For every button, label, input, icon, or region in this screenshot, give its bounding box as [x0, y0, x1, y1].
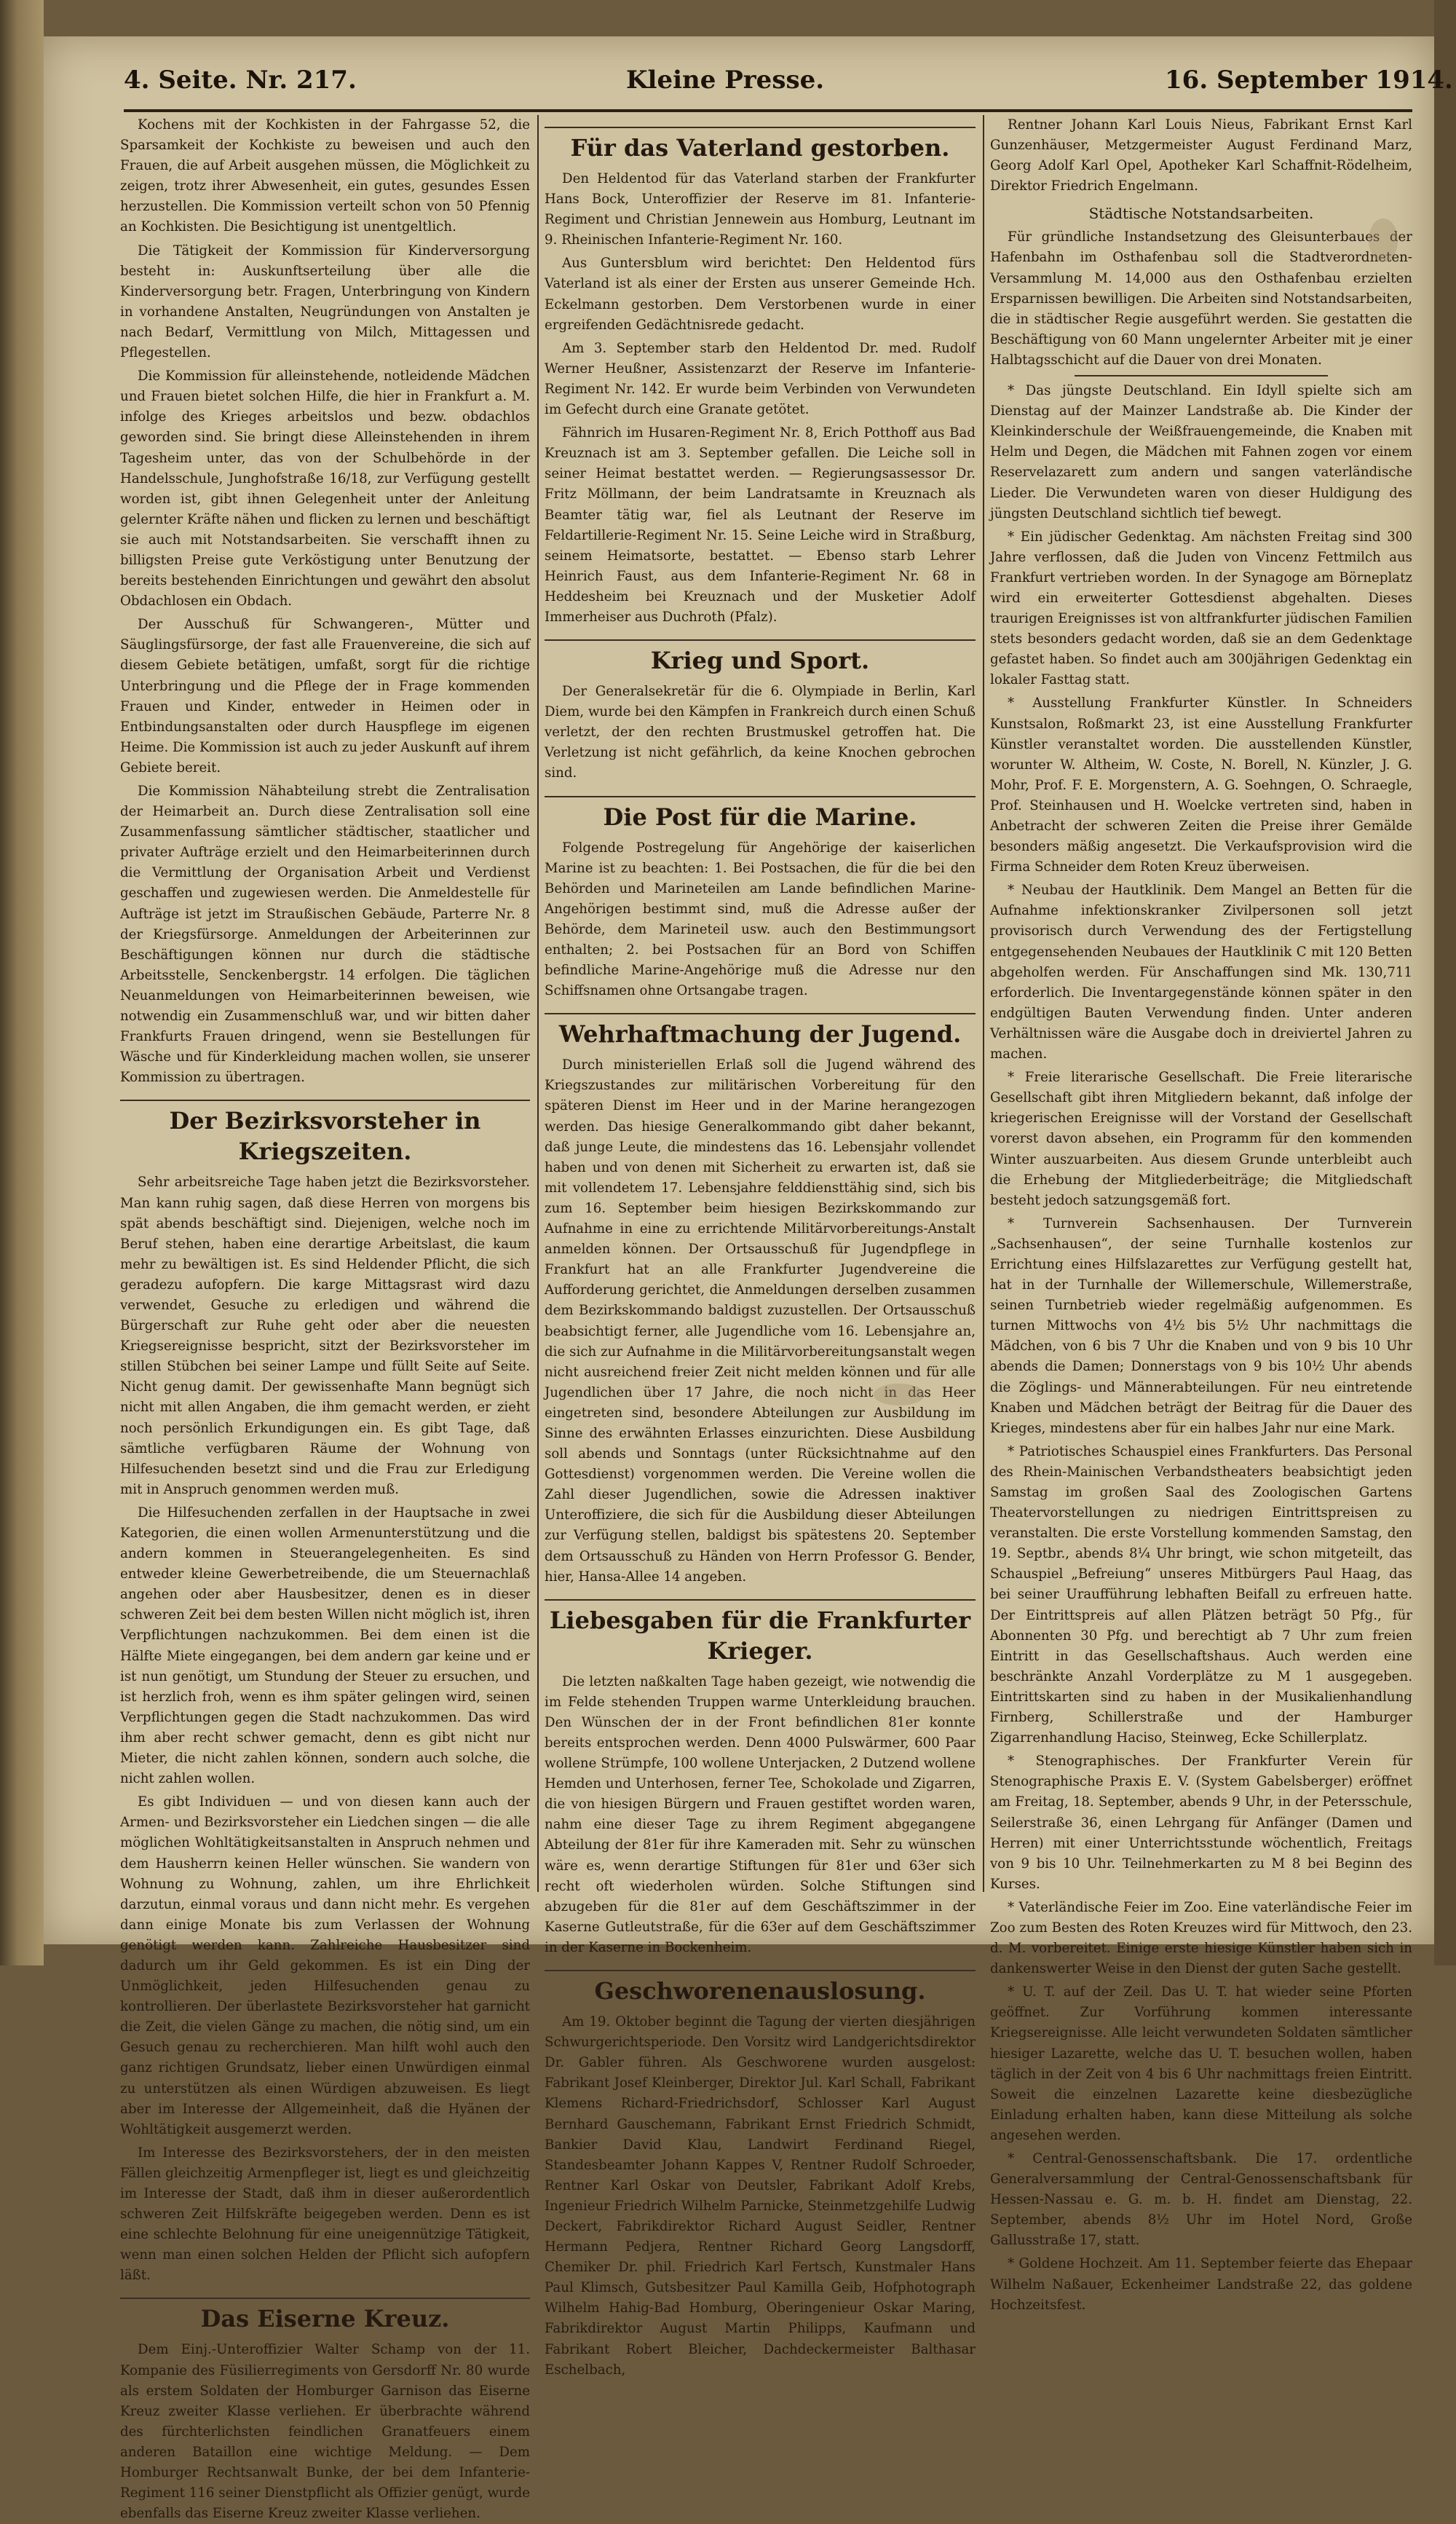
article-paragraph: * Central-Genossenschaftsbank. Die 17. ordentliche Generalversammlung der Central-Genossenschaftsbank für Hessen-Nassau e. G. m. b. H. findet am Dienstag, 22. September, abends 8½ Uhr im Hotel Nord, Große Gallusstraße 17, statt. [990, 2151, 1412, 2249]
article-paragraph: Für gründliche Instandsetzung des Gleisunterbaues der Hafenbahn im Osthafenbau soll die Stadtverordneten-Versammlung M. 14,000 aus den Osthafenbau erzielten Ersparnissen bewilligen. Die Arbeiten sind Notstandsarbeiten, die in städtischer Regie ausgeführt werden. Sie gestatten die Beschäftigung von 60 Mann ungelernter Arbeiter mit je einer Halbtagsschicht auf die Dauer von drei Monaten. [990, 229, 1412, 368]
article-paragraph: * Goldene Hochzeit. Am 11. September feierte das Ehepaar Wilhelm Naßauer, Eckenheimer Landstraße 22, das goldene Hochzeitsfest. [990, 2256, 1412, 2313]
article-paragraph: * Stenographisches. Der Frankfurter Verein für Stenographische Praxis E. V. (System Gabelsberger) eröffnet am Freitag, 18. September, abends 9 Uhr, in der Petersschule, Seilerstraße 36, einen Lehrgang für Anfänger (Damen und Herren) mit einer Unterrichtsstunde wöchentlich, Freitags von 9 bis 10 Uhr. Teilnehmerkarten zu M 8 bei Beginn des Kurses. [990, 1754, 1412, 1892]
column-3 [990, 115, 1412, 2313]
article-paragraph: Rentner Johann Karl Louis Nieus, Fabrikant Ernst Karl Gunzenhäuser, Metzgermeister August Ferdinand Marz, Georg Adolf Karl Opel, Apotheker Karl Schaffnit-Rödelheim, Direktor Friedrich Engelmann. [990, 117, 1412, 194]
article-paragraph: Am 3. September starb den Heldentod Dr. med. Rudolf Werner Heußner, Assistenzarzt der Reserve im Infanterie-Regiment Nr. 142. Er wurde beim Verbinden von Verwundeten im Gefecht durch eine Granate getötet. [545, 340, 976, 418]
column-rule-1 [537, 115, 539, 1892]
separator-rule [1075, 375, 1328, 376]
article-paragraph: Die Tätigkeit der Kommission für Kinderversorgung besteht in: Auskunftserteilung über alle die Kinderversorgung betr. Fragen, Unterbringung von Kindern in vorhandene Anstalten, Neugründungen von Anstalten je nach Bedarf, Vermittlung von Milch, Mittagessen und Pflegestellen. [120, 242, 530, 361]
article-paragraph: * U. T. auf der Zeil. Das U. T. hat wieder seine Pforten geöffnet. Zur Vorführung kommen interessante Kriegsereignisse. Alle leicht verwundeten Soldaten sämtlicher hiesiger Lazarette, welche das U. T. besuchen wollen, haben täglich in der Zeit von 4 bis 6 Uhr nachmittags freien Eintritt. Soweit die einzelnen Lazarette keine diesbezügliche Einladung erhalten haben, kann diese Mitteilung als solche angesehen werden. [990, 1984, 1412, 2143]
article-headline: Das Eiserne Kreuz. [120, 2298, 530, 2334]
column-2 [545, 115, 976, 2378]
article-paragraph: * Patriotisches Schauspiel eines Frankfurters. Das Personal des Rhein-Mainischen Verbandstheaters beabsichtigt jeden Samstag im großen Saal des Zoologischen Gartens Theatervorstellungen zu niedrigen Eintrittspreisen zu veranstalten. Die erste Vorstellung kommenden Samstag, den 19. Septbr., abends 8¼ Uhr bringt, wie schon mitgeteilt, das Schauspiel „Befreiung“ unseres Mitbürgers Paul Haag, das bei seiner Uraufführung lebhaften Beifall zu erfreuen hatte. Der Eintrittspreis auf allen Plätzen beträgt 50 Pfg., für Abonnenten 30 Pfg. und berechtigt ab 7 Uhr zum freien Eintritt in das Gesellschaftshaus. Auch werden eine beschränkte Anzahl Vorderplätze zu M 1 ausgegeben. Eintrittskarten sind zu haben in der Musikalienhandlung Firnberg, Schillerstraße und der Hamburger Zigarrenhandlung Haciso, Steinweg, Ecke Schillerplatz. [990, 1443, 1412, 1746]
article-paragraph: Kochens mit der Kochkisten in der Fahrgasse 52, die Sparsamkeit der Kochkiste zu beweisen und auch den Frauen, die auf Arbeit ausgehen müssen, die Möglichkeit zu zeigen, trotz ihrer Abwesenheit, ein gutes, gesundes Essen herzustellen. Die Kommission verteilt schon von 50 Pfennig an Kochkisten. Die Besichtigung ist unentgeltlich. [120, 117, 530, 235]
stain [874, 1384, 925, 1405]
article-paragraph: Folgende Postregelung für Angehörige der kaiserlichen Marine ist zu beachten: 1. Bei Postsachen, die für die bei den Behörden und Marineteilen am Lande befindlichen Marine-Angehörigen bestimmt sind, muß die Adresse außer der Behörde, dem Marineteil usw. auch den Bestimmungsort enthalten; 2. bei Postsachen für an Bord von Schiffen befindliche Marine-Angehörige muß die Adresse nur den Schiffsnamen ohne Ortsangabe tragen. [545, 840, 976, 999]
article-paragraph: * Ausstellung Frankfurter Künstler. In Schneiders Kunstsalon, Roßmarkt 23, ist eine Ausstellung Frankfurter Künstler veranstaltet worden. Die ausstellenden Künstler, worunter W. Altheim, W. Coste, N. Borell, N. Künzler, J. G. Mohr, Prof. F. E. Morgenstern, A. G. Soehngen, O. Schraegle, Prof. Steinhausen und H. Woelcke vertreten sind, haben in Anbetracht der schweren Zeiten die Preise ihrer Gemälde besonders mäßig angesetzt. Die Verkaufsprovision wird die Firma Schneider dem Roten Kreuz überweisen. [990, 695, 1412, 875]
article-headline: Für das Vaterland gestorben. [545, 127, 976, 163]
article-paragraph: Die Kommission für alleinstehende, notleidende Mädchen und Frauen bietet solchen Hilfe, die hier in Frankfurt a. M. infolge des Krieges arbeitslos und bezw. obdachlos geworden sind. Sie bringt diese Alleinstehenden in ihrem Tagesheim unter, das von der Schulbehörde in der Handelsschule, Junghofstraße 16/18, zur Verfügung gestellt worden ist, gibt ihnen Gelegenheit unter der Anleitung gelernter Kräfte nähen und flicken zu lernen und beschäftigt sie auch mit Notstandsarbeiten. Sie verschafft ihnen zu billigsten Preise gute Verköstigung unter Benutzung der bereits bestehenden Einrichtungen und gewährt den absolut Obdachlosen ein Obdach. [120, 368, 530, 610]
article-headline: Die Post für die Marine. [545, 796, 976, 832]
article-paragraph: * Vaterländische Feier im Zoo. Eine vaterländische Feier im Zoo zum Besten des Roten Kreuzes wird für Mittwoch, den 23. d. M. vorbereitet. Einige erste hiesige Künstler haben sich in dankenswerter Weise in den Dienst der guten Sache gestellt. [990, 1899, 1412, 1977]
book-binding-right [1434, 0, 1456, 1965]
article-paragraph: Der Ausschuß für Schwangeren-, Mütter und Säuglingsfürsorge, der fast alle Frauenvereine, die sich auf diesem Gebiete betätigen, umfaßt, sorgt für die richtige Unterbringung und die Pflege der in Frage kommenden Frauen und Kinder, entweder in Heimen oder in Entbindungsanstalten oder durch Hauspflege im eigenen Heime. Die Kommission ist auch zu jeder Auskunft auf ihrem Gebiete bereit. [120, 617, 530, 776]
article-paragraph: * Freie literarische Gesellschaft. Die Freie literarische Gesellschaft gibt ihren Mitgliedern bekannt, daß infolge der kriegerischen Ereignisse will der Vorstand der Gesellschaft vorerst davon absehen, ein Programm für den kommenden Winter auszuarbeiten. Aus diesem Grunde unterbleibt auch die Erhebung der Mitgliederbeiträge; die Mitgliedschaft besteht jedoch satzungsgemäß fort. [990, 1070, 1412, 1208]
stain [1369, 218, 1398, 262]
page-number-header: 4. Seite. Nr. 217. [124, 66, 357, 95]
newspaper-title-header: Kleine Presse. [626, 66, 825, 95]
article-headline: Krieg und Sport. [545, 639, 976, 676]
book-binding-left [0, 0, 44, 1965]
column-1 [120, 115, 530, 2522]
article-subheadline: Städtische Notstandsarbeiten. [1088, 205, 1314, 223]
article-paragraph: * Turnverein Sachsenhausen. Der Turnverein „Sachsenhausen“, der seine Turnhalle kostenlos zur Errichtung eines Hilfslazarettes zur Verfügung gestellt hat, hat in der Turnhalle der Willemerschule, Willemerstraße, seinen Turnbetrieb wieder regelmäßig aufgenommen. Es turnen Mittwochs von 4½ bis 5½ Uhr nachmittags die Mädchen, von 6 bis 7 Uhr die Knaben und von 9 bis 10 Uhr abends die Damen; Donnerstags von 9 bis 10½ Uhr abends die Zöglings- und Männerabteilungen. Für neu eintretende Knaben und Mädchen beträgt der Beitrag für die Dauer des Krieges, mindestens aber für ein halbes Jahr nur eine Mark. [990, 1215, 1412, 1436]
article-paragraph: Sehr arbeitsreiche Tage haben jetzt die Bezirksvorsteher. Man kann ruhig sagen, daß diese Herren von morgens bis spät abends beschäftigt sind. Diejenigen, welche noch im Beruf stehen, haben eine derartige Arbeitslast, die kaum mehr zu bewältigen ist. Es sind Heldender Pflicht, die sich geradezu aufopfern. Die karge Mittagsrast wird dazu verwendet, Gesuche zu erledigen und während die Bürgerschaft zur Ruhe geht oder aber die neuesten Kriegsereignisse bespricht, sitzt der Bezirksvorsteher im stillen Stübchen bei seiner Lampe und füllt Seite auf Seite. Nicht genug damit. Der gewissenhafte Mann begnügt sich nicht mit allen Angaben, die ihm gemacht werden, er zieht noch persönlich Erkundigungen ein. Es gibt Tage, daß sämtliche verfügbaren Räume der Wohnung von Hilfesuchenden besetzt sind und die Frau zur Erledigung mit in Anspruch genommen werden muß. [120, 1175, 530, 1497]
article-paragraph: * Ein jüdischer Gedenktag. Am nächsten Freitag sind 300 Jahre verflossen, daß die Juden von Vincenz Fettmilch aus Frankfurt vertrieben worden. In der Synagoge am Börneplatz wird ein erweiterter Gottesdienst abgehalten. Dieses traurigen Ereignisses ist von altfrankfurter jüdischen Familien stets besonders gedacht worden, daß sie an dem Gedenktage gefastet haben. So findet auch am 300jährigen Gedenktag ein lokaler Fasttag statt. [990, 529, 1412, 688]
date-header: 16. September 1914. [1165, 66, 1453, 95]
article-paragraph: Im Interesse des Bezirksvorstehers, der in den meisten Fällen gleichzeitig Armenpfleger ist, liegt es und gleichzeitig im Interesse der Stadt, daß ihm in dieser außerordentlich schweren Zeit Hilfskräfte beigegeben werden. Denn es ist eine schlechte Belohnung für eine uneigennützige Tätigkeit, wenn man einen solchen Helden der Pflicht sich aufopfern läßt. [120, 2145, 530, 2284]
article-headline: Der Bezirksvorsteher in Kriegszeiten. [120, 1100, 530, 1167]
article-headline: Liebesgaben für die Frankfurter Krieger. [545, 1599, 976, 1666]
column-rule-2 [983, 115, 984, 1892]
article-paragraph: Es gibt Individuen — und von diesen kann auch der Armen- und Bezirksvorsteher ein Liedchen singen — die alle möglichen Wohltätigkeitsanstalten in Anspruch nehmen und dem Hausherrn keinen Heller wünschen. Sie wandern von Wohnung zu Wohnung, zahlen, um ihre Ehrlichkeit darzutun, einmal voraus und dann nicht mehr. Es vergehen dann einige Monate bis zum Verlassen der Wohnung genötigt werden kann. Zahlreiche Hausbesitzer sind dadurch um ihr Geld gekommen. Es ist ein Ding der Unmöglichkeit, jeden Hilfesuchenden genau zu kontrollieren. Der überlastete Bezirksvorsteher hat garnicht die Zeit, die vielen Gänge zu machen, die nötig sind, um ein Gesuch genau zu recherchieren. Man hilft wohl auch den ganz richtigen Grundsatz, lieber einen Unwürdigen einmal zu unterstützen als einen Würdigen abzuweisen. Es liegt aber im Interesse der Allgemeinheit, daß die Hyänen der Wohltätigkeit ausgemerzt werden. [120, 1794, 530, 2137]
article-paragraph: Die Kommission Nähabteilung strebt die Zentralisation der Heimarbeit an. Durch diese Zentralisation soll eine Zusammenfassung sämtlicher städtischer, staatlicher und privater Aufträge erzielt und den Heimarbeiterinnen durch die Vermittlung der Organisation Arbeit und Verdienst geschaffen und zugewiesen werden. Die Anmeldestelle für Aufträge ist jetzt im Straußischen Gebäude, Parterre Nr. 8 der Kriegsfürsorge. Anmeldungen der Arbeiterinnen zur Beschäftigungen können nur durch die städtische Arbeitsstelle, Senckenbergstr. 14 erfolgen. Die täglichen Neuanmeldungen von Heimarbeiterinnen beweisen, wie notwendig ein Zusammenschluß war, und wir bitten daher Frankfurts Frauen dringend, wenn sie Bestellungen für Wäsche und für Kinderkleidung machen wollen, sie unserer Kommission zu übertragen. [120, 784, 530, 1086]
article-paragraph: Die letzten naßkalten Tage haben gezeigt, wie notwendig die im Felde stehenden Truppen warme Unterkleidung brauchen. Den Wünschen der in der Front befindlichen 81er konnte bereits entsprochen werden. Denn 4000 Pulswärmer, 600 Paar wollene Strümpfe, 100 wollene Unterjacken, 2 Dutzend wollene Hemden und Unterhosen, ferner Tee, Schokolade und Zigarren, die von hiesigen Bürgern und Frauen gestiftet worden waren, nahm eine dieser Tage zu ihrem Regiment abgegangene Abteilung der 81er für ihre Kameraden mit. Sehr zu wünschen wäre es, wenn derartige Stiftungen für 81er und 63er sich recht oft wiederholen würden. Solche Stiftungen sind abzugeben für die 81er auf dem Geschäftszimmer in der Kaserne Gutleutstraße, für die 63er auf dem Geschäftszimmer in der Kaserne in Bockenheim. [545, 1673, 976, 1955]
article-paragraph: Fähnrich im Husaren-Regiment Nr. 8, Erich Potthoff aus Bad Kreuznach ist am 3. September gefallen. Die Leiche soll in seiner Heimat bestattet werden. — Regierungsassessor Dr. Fritz Möllmann, der beim Landratsamte in Kreuznach als Beamter tätig war, fiel als Leutnant der Reserve im Feldartillerie-Regiment Nr. 15. Seine Leiche wird in Straßburg, seinem Heimatsorte, bestattet. — Ebenso starb Lehrer Heinrich Faust, aus dem Infanterie-Regiment Nr. 68 in Heddesheim bei Kreuznach und der Musketier Adolf Immerheiser aus Duchroth (Pfalz). [545, 425, 976, 625]
article-headline: Wehrhaftmachung der Jugend. [545, 1013, 976, 1049]
article-paragraph: Aus Guntersblum wird berichtet: Den Heldentod fürs Vaterland ist als einer der Ersten aus unserer Gemeinde Hch. Eckelmann gestorben. Dem Verstorbenen wurde in einer ergreifenden Gedächtnisrede gedacht. [545, 256, 976, 333]
article-paragraph: Den Heldentod für das Vaterland starben der Frankfurter Hans Bock, Unteroffizier der Reserve im 81. Infanterie-Regiment und Christian Jennewein aus Homburg, Leutnant im 9. Rheinischen Infanterie-Regiment Nr. 160. [545, 171, 976, 248]
article-paragraph: Dem Einj.-Unteroffizier Walter Schamp von der 11. Kompanie des Füsilierregiments von Gersdorff Nr. 80 wurde als erstem Soldaten der Homburger Garnison das Eiserne Kreuz zweiter Klasse verliehen. Er überbrachte während des fürchterlichsten feindlichen Granatfeuers einem anderen Bataillon eine wichtige Meldung. — Dem Homburger Rechtsanwalt Bunke, der bei dem Infanterie-Regiment 116 seiner Dienstpflicht als Offizier genügt, wurde ebenfalls das Eiserne Kreuz zweiter Klasse verliehen. [120, 2342, 530, 2522]
header-rule [124, 109, 1412, 112]
article-headline: Geschworenenauslosung. [545, 1970, 976, 2006]
article-paragraph: * Neubau der Hautklinik. Dem Mangel an Betten für die Aufnahme infektionskranker Zivilpersonen soll jetzt provisorisch durch Verwendung des der Fertigstellung entgegensehenden Neubaues der Hautklinik C mit 120 Betten abgeholfen werden. Für Anschaffungen sind Mk. 130,711 erforderlich. Die Inventargegenstände können später in den endgültigen Bauten Verwendung finden. Unter anderen Verhältnissen wäre die Ausgabe doch in dreiviertel Jahren zu machen. [990, 883, 1412, 1062]
article-paragraph: * Das jüngste Deutschland. Ein Idyll spielte sich am Dienstag auf der Mainzer Landstraße ab. Die Kinder der Kleinkinderschule der Weißfrauengemeinde, die Knaben mit Helm und Degen, die Mädchen mit Fahnen zogen vor einem Reservelazarett zum andern und sangen vaterländische Lieder. Die Verwundeten waren von dieser Huldigung des jüngsten Deutschland sichtlich tief bewegt. [990, 383, 1412, 521]
article-paragraph: Am 19. Oktober beginnt die Tagung der vierten diesjährigen Schwurgerichtsperiode. Den Vorsitz wird Landgerichtsdirektor Dr. Gabler führen. Als Geschworene wurden ausgelost: Fabrikant Josef Kleinberger, Direktor Jul. Karl Schall, Fabrikant Klemens Richard-Friedrichsdorf, Schlosser Karl August Bernhard Gauschemann, Fabrikant Ernst Friedrich Schmidt, Bankier David Klau, Landwirt Ferdinand Riegel, Standesbeamter Johann Kappes V, Rentner Rudolf Schroeder, Rentner Karl Oskar von Deutsler, Fabrikant Adolf Krebs, Ingenieur Friedrich Wilhelm Parnicke, Steinmetzgehilfe Ludwig Deckert, Fabrikdirektor Richard August Seidler, Rentner Hermann Pedjera, Rentner Richard Georg Langsdorff, Chemiker Dr. phil. Friedrich Karl Fertsch, Kunstmaler Hans Paul Klimsch, Gutsbesitzer Paul Kamilla Geib, Hofphotograph Wilhelm Hahig-Bad Homburg, Oberingenieur Oskar Maring, Fabrikdirektor August Martin Philipps, Kaufmann und Fabrikant Robert Bleicher, Dachdeckermeister Balthasar Eschelbach, [545, 2014, 976, 2378]
article-paragraph: Die Hilfesuchenden zerfallen in der Hauptsache in zwei Kategorien, die einen wollen Armenunterstützung und die andern kommen in Steuerangelegenheiten. Es sind entweder kleine Gewerbetreibende, die um Steuernachlaß angehen oder aber Hausbesitzer, denen es in dieser schweren Zeit bei dem besten Willen nicht möglich ist, ihren Verpflichtungen nachzukommen. Bei dem einen ist die Hälfte Miete eingegangen, bei dem andern gar keine und er ist nun genötigt, um Stundung der Steuer zu ersuchen, und ist herzlich froh, wenn es ihm später gelingen wird, seinen Verpflichtungen gegen die Stadt nachzukommen. Das wird ihm aber recht schwer gemacht, denn es gibt nicht nur Mieter, die nicht zahlen können, sondern auch solche, die nicht zahlen wollen. [120, 1504, 530, 1787]
article-paragraph: Der Generalsekretär für die 6. Olympiade in Berlin, Karl Diem, wurde bei den Kämpfen in Frankreich durch einen Schuß verletzt, der den rechten Brustmuskel getroffen hat. Die Verletzung ist nicht gefährlich, da keine Knochen gebrochen sind. [545, 684, 976, 781]
article-paragraph: Durch ministeriellen Erlaß soll die Jugend während des Kriegszustandes zur militärischen Vorbereitung für den späteren Dienst im Heer und in der Marine herangezogen werden. Das hiesige Generalkommando gibt daher bekannt, daß junge Leute, die mindestens das 16. Lebensjahr vollendet haben und von denen mit Sicherheit zu erwarten ist, daß sie mit vollendetem 17. Lebensjahre felddiensttähig sind, sich bis zum 16. September beim hiesigen Bezirkskommando zur Aufnahme in eine zu errichtende Militärvorbereitungs-Anstalt anmelden können. Der Ortsausschuß für Jugendpflege in Frankfurt hat an alle Frankfurter Jugendvereine die Aufforderung gerichtet, die Anmeldungen derselben zusammen dem Bezirkskommando baldigst zuzustellen. Der Ortsausschuß beabsichtigt ferner, alle Jugendliche vom 16. Lebensjahre an, die sich zur Aufnahme in die Militärvorbereitungsanstalt wegen nicht ausreichend freier Zeit nicht melden können und für alle Jugendlichen über 17 Jahre, die noch nicht in das Heer eingetreten sind, besondere Abteilungen zur Ausbildung im Sinne des erwähnten Erlasses einzurichten. Diese Ausbildung soll abends und Sonntags (unter Rücksichtnahme auf den Gottesdienst) vorgenommen werden. Die Vereine wollen die Zahl dieser Jugendlichen, sowie die Adressen inaktiver Unteroffiziere, die sich für die Ausbildung dieser Abteilungen zur Verfügung stellen, baldigst bis spätestens 20. September dem Ortsausschuß zu Händen von Herrn Professor G. Bender, hier, Hansa-Allee 14 angeben. [545, 1057, 976, 1585]
